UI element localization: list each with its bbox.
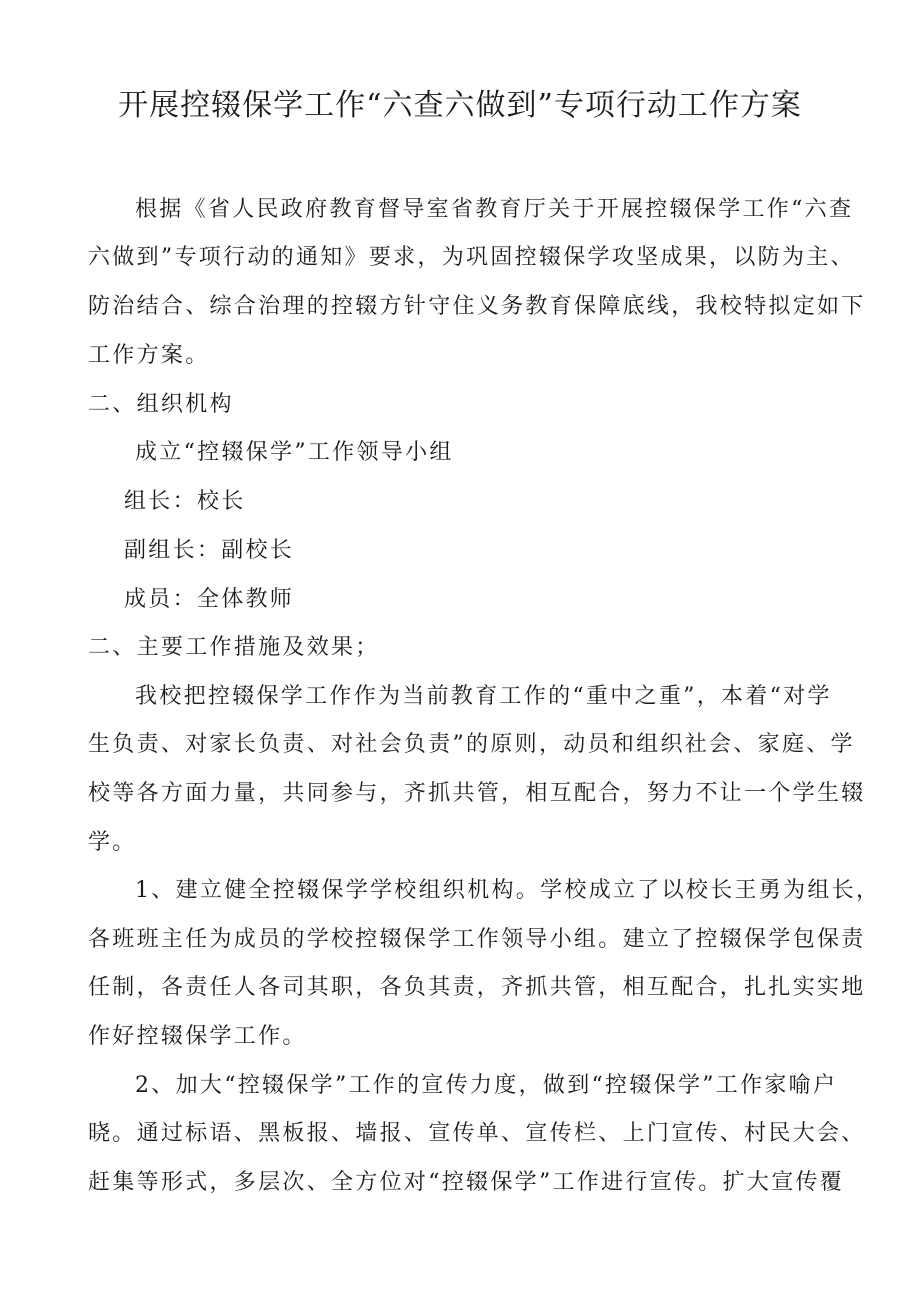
paragraph-line: 副组长：副校长 — [124, 538, 295, 563]
document-title: 开展控辍保学工作“六查六做到”专项行动工作方案 — [118, 88, 802, 123]
paragraph-line: 成员：全体教师 — [124, 587, 295, 612]
paragraph-line: 校等各方面力量，共同参与，齐抓共管，相互配合，努力不让一个学生辍 — [88, 781, 866, 806]
paragraph-line: 防治结合、综合治理的控辍方针守住义务教育保障底线，我校特拟定如下 — [88, 294, 866, 319]
paragraph-line: 根据《省人民政府教育督导室省教育厅关于开展控辍保学工作“六查 — [135, 197, 854, 222]
paragraph-line: 生负责、对家长负责、对社会负责”的原则，动员和组织社会、家庭、学 — [88, 732, 855, 757]
paragraph-line: 赶集等形式，多层次、全方位对“控辍保学”工作进行宣传。扩大宣传覆 — [88, 1170, 845, 1195]
paragraph-line: 成立“控辍保学”工作领导小组 — [135, 440, 454, 465]
section-heading: 二、组织机构 — [88, 392, 234, 417]
paragraph-line: 学。 — [88, 830, 137, 855]
paragraph-line: 各班班主任为成员的学校控辍保学工作领导小组。建立了控辍保学包保责 — [88, 927, 866, 952]
section-heading: 二、主要工作措施及效果； — [88, 635, 380, 660]
paragraph-line: 组长：校长 — [124, 489, 246, 514]
paragraph-line: 1、建立健全控辍保学学校组织机构。学校成立了以校长王勇为组长， — [135, 878, 881, 903]
paragraph-line: 任制，各责任人各司其职，各负其责，齐抓共管，相互配合，扎扎实实地 — [88, 975, 866, 1000]
paragraph-line: 2、加大“控辍保学”工作的宣传力度，做到“控辍保学”工作家喻户 — [135, 1073, 838, 1098]
paragraph-line: 六做到”专项行动的通知》要求，为巩固控辍保学攻坚成果，以防为主、 — [88, 245, 855, 270]
paragraph-line: 晓。通过标语、黑板报、墙报、宣传单、宣传栏、上门宣传、村民大会、 — [88, 1121, 866, 1146]
paragraph-line: 作好控辍保学工作。 — [88, 1024, 307, 1049]
paragraph-line: 工作方案。 — [88, 343, 210, 368]
paragraph-line: 我校把控辍保学工作作为当前教育工作的“重中之重”，本着“对学 — [135, 684, 832, 709]
